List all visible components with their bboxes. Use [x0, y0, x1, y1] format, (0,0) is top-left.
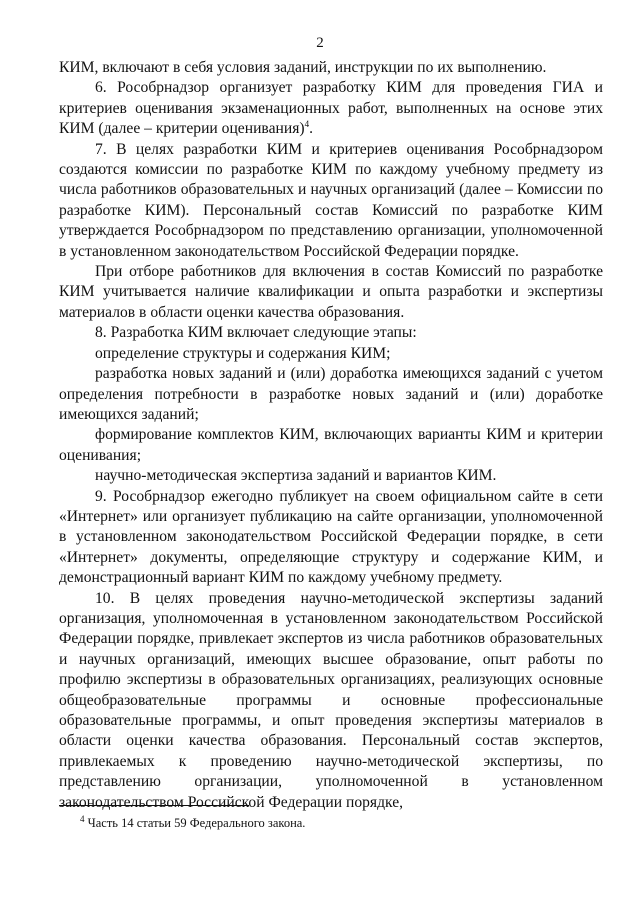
paragraph-item-10: 10. В целях проведения научно-методической экспертизы заданий организация, уполномоченная в установленном законодательством Российской Федерации порядке, привлекает экспертов из числа работников образовательных и научных организаций, имеющих высшее образование, опыт работы по профилю экспертизы в образовательных организациях, реализующих основные общеобразовательные программы и основные профессиональные образовательные программы, и опыт проведения экспертизы материалов в области оценки качества образования. Персональный состав экспертов, привлекаемых к проведению научно-методической экспертизы, по представлению организации, уполномоченной в установленном законодательством Российской Федерации порядке,: [59, 589, 603, 811]
footnote-text: Часть 14 статьи 59 Федерального закона.: [84, 816, 306, 830]
footnote: [80, 815, 305, 831]
paragraph-item-8: 8. Разработка КИМ включает следующие этапы:: [95, 324, 417, 342]
paragraph-selection-criteria: При отборе работников для включения в состав Комиссий по разработке КИМ учитывается наличие квалификации и опыта разработки и экспертизы материалов в области оценки качества образования.: [59, 263, 603, 321]
footnote-reference: 4: [304, 119, 310, 130]
page-number: 2: [316, 35, 324, 51]
list-item-kim-sets: формирование комплектов КИМ, включающих варианты КИМ и критерии оценивания;: [59, 426, 603, 464]
paragraph-item-6-end: .: [309, 120, 313, 138]
footnote-divider: [59, 805, 249, 806]
paragraph-item-6: [59, 78, 603, 139]
paragraph-item-6-text: 6. Рособрнадзор организует разработку КИМ для проведения ГИА и критериев оценивания экзаменационных работ, выполненных на основе этих КИМ (далее – критерии оценивания): [59, 79, 603, 138]
paragraph-item-7: 7. В целях разработки КИМ и критериев оценивания Рособрнадзором создаются комиссии по разработке КИМ по каждому учебному предмету из числа работников образовательных и научных организаций (далее – Комиссии по разработке КИМ). Персональный состав Комиссий по разработке КИМ утверждается Рособрнадзором по представлению организации, уполномоченной в установленном законодательством Российской Федерации порядке.: [59, 140, 603, 260]
list-item-new-tasks: разработка новых заданий и (или) доработка имеющихся заданий с учетом определения потребности в разработке новых заданий и (или) доработке имеющихся заданий;: [59, 365, 603, 423]
list-item-expertise: научно-методическая экспертиза заданий и вариантов КИМ.: [95, 467, 497, 485]
paragraph-item-9: 9. Рособрнадзор ежегодно публикует на своем официальном сайте в сети «Интернет» или организует публикацию на сайте организации, уполномоченной в установленном законодательством Российской Федерации порядке, в сети «Интернет» документы, определяющие структуру и содержание КИМ, и демонстрационный вариант КИМ по каждому учебному предмету.: [59, 487, 603, 587]
document-body: [59, 58, 603, 813]
footnote-mark: 4: [80, 813, 85, 824]
list-item-structure: определение структуры и содержания КИМ;: [95, 344, 391, 362]
paragraph-continuation: КИМ, включают в себя условия заданий, инструкции по их выполнению.: [59, 59, 547, 76]
